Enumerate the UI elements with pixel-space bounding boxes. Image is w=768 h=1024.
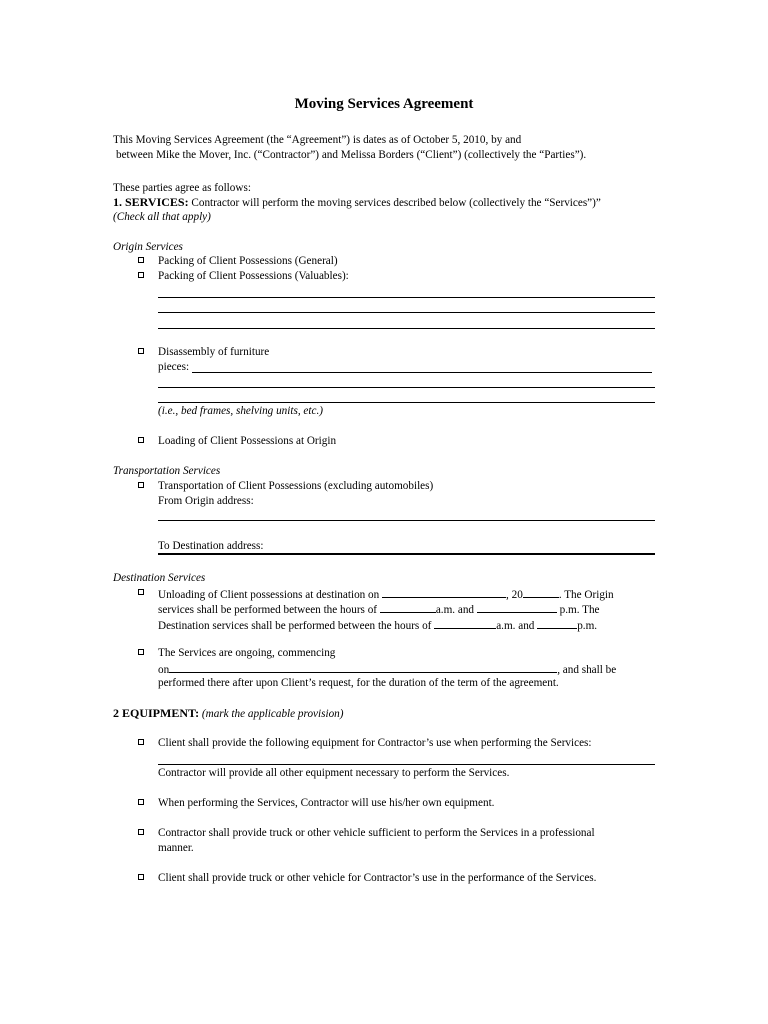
- to-address-blank[interactable]: [158, 553, 655, 555]
- transport-heading: Transportation Services: [113, 465, 221, 477]
- page-title: Moving Services Agreement: [294, 96, 474, 112]
- valuables-blank-2[interactable]: [158, 312, 655, 313]
- ongoing-line-1: The Services are ongoing, commencing: [158, 647, 336, 659]
- packing-valuables-label: Packing of Client Possessions (Valuables):: [158, 270, 349, 282]
- pieces-label: pieces:: [158, 361, 190, 373]
- destination-pm-label: p.m.: [577, 620, 598, 632]
- destination-hours-text: Destination services shall be performed between the hours of: [158, 620, 432, 632]
- unloading-year-prefix: , 20: [506, 589, 523, 601]
- unloading-date-blank[interactable]: [382, 586, 506, 598]
- disassembly-checkbox[interactable]: [138, 348, 144, 354]
- contractor-truck-label-1: Contractor shall provide truck or other vehicle sufficient to perform the Services in a professional: [158, 827, 595, 839]
- unloading-year-blank[interactable]: [523, 586, 559, 598]
- ongoing-on-label: on: [158, 664, 170, 676]
- check-all-note: (Check all that apply): [113, 211, 211, 223]
- disassembly-label: Disassembly of furniture: [158, 346, 270, 358]
- contractor-truck-checkbox[interactable]: [138, 829, 144, 835]
- valuables-blank-1[interactable]: [158, 297, 655, 298]
- origin-pm-blank[interactable]: [477, 601, 557, 613]
- destination-pm-blank[interactable]: [537, 617, 577, 629]
- pieces-blank-1[interactable]: [192, 372, 652, 373]
- destination-heading: Destination Services: [113, 572, 206, 584]
- contractor-truck-label-2: manner.: [158, 842, 194, 854]
- client-equipment-blank[interactable]: [158, 764, 655, 765]
- unloading-line-2: [158, 601, 600, 618]
- contractor-other-equipment: Contractor will provide all other equipment necessary to perform the Services.: [158, 767, 510, 779]
- services-heading: 1. SERVICES:: [113, 195, 189, 209]
- packing-valuables-checkbox[interactable]: [138, 272, 144, 278]
- unloading-line-3: [158, 617, 597, 634]
- transport-label: Transportation of Client Possessions (excluding automobiles): [158, 480, 434, 492]
- own-equipment-checkbox[interactable]: [138, 799, 144, 805]
- unloading-text-1: Unloading of Client possessions at destination on: [158, 589, 380, 601]
- client-equipment-label: Client shall provide the following equipment for Contractor’s use when performing the Services:: [158, 737, 592, 749]
- pieces-blank-3[interactable]: [158, 402, 655, 403]
- destination-am-blank[interactable]: [434, 617, 496, 629]
- origin-hours-text: services shall be performed between the hours of: [158, 604, 378, 616]
- transport-checkbox[interactable]: [138, 482, 144, 488]
- equipment-note: (mark the applicable provision): [201, 708, 344, 720]
- client-equipment-checkbox[interactable]: [138, 739, 144, 745]
- origin-pm-label: p.m. The: [559, 604, 600, 616]
- intro-line-1: This Moving Services Agreement (the “Agreement”) is dates as of October 5, 2010, by and: [113, 134, 522, 146]
- equipment-line: [113, 706, 343, 722]
- ongoing-shall-be: , and shall be: [557, 664, 617, 676]
- client-truck-label: Client shall provide truck or other vehicle for Contractor’s use in the performance of the Services.: [158, 872, 597, 884]
- packing-general-label: Packing of Client Possessions (General): [158, 255, 338, 267]
- ongoing-line-3: performed there after upon Client’s request, for the duration of the term of the agreement.: [158, 677, 559, 689]
- agree-text: These parties agree as follows:: [113, 182, 251, 194]
- equipment-heading: 2 EQUIPMENT:: [113, 706, 200, 720]
- loading-label: Loading of Client Possessions at Origin: [158, 435, 337, 447]
- pieces-blank-2[interactable]: [158, 387, 655, 388]
- origin-am-label: a.m. and: [435, 604, 475, 616]
- unloading-text-1c: . The Origin: [558, 589, 614, 601]
- services-text: Contractor will perform the moving services described below (collectively the “Services”)”: [191, 197, 601, 209]
- client-truck-checkbox[interactable]: [138, 874, 144, 880]
- origin-heading: Origin Services: [113, 241, 183, 253]
- ongoing-date-blank[interactable]: [169, 661, 557, 673]
- ongoing-checkbox[interactable]: [138, 649, 144, 655]
- from-address-blank[interactable]: [158, 520, 655, 521]
- packing-general-checkbox[interactable]: [138, 257, 144, 263]
- origin-am-blank[interactable]: [380, 601, 436, 613]
- own-equipment-label: When performing the Services, Contractor will use his/her own equipment.: [158, 797, 495, 809]
- valuables-blank-3[interactable]: [158, 328, 655, 329]
- loading-checkbox[interactable]: [138, 437, 144, 443]
- intro-line-2: between Mike the Mover, Inc. (“Contractor”) and Melissa Borders (“Client”) (collectively the “Parties”).: [116, 149, 587, 161]
- pieces-example: (i.e., bed frames, shelving units, etc.): [158, 405, 323, 417]
- from-address-label: From Origin address:: [158, 495, 254, 507]
- to-address-label: To Destination address:: [158, 540, 264, 552]
- unloading-checkbox[interactable]: [138, 589, 144, 595]
- destination-am-label: a.m. and: [496, 620, 535, 632]
- services-line: [113, 195, 601, 211]
